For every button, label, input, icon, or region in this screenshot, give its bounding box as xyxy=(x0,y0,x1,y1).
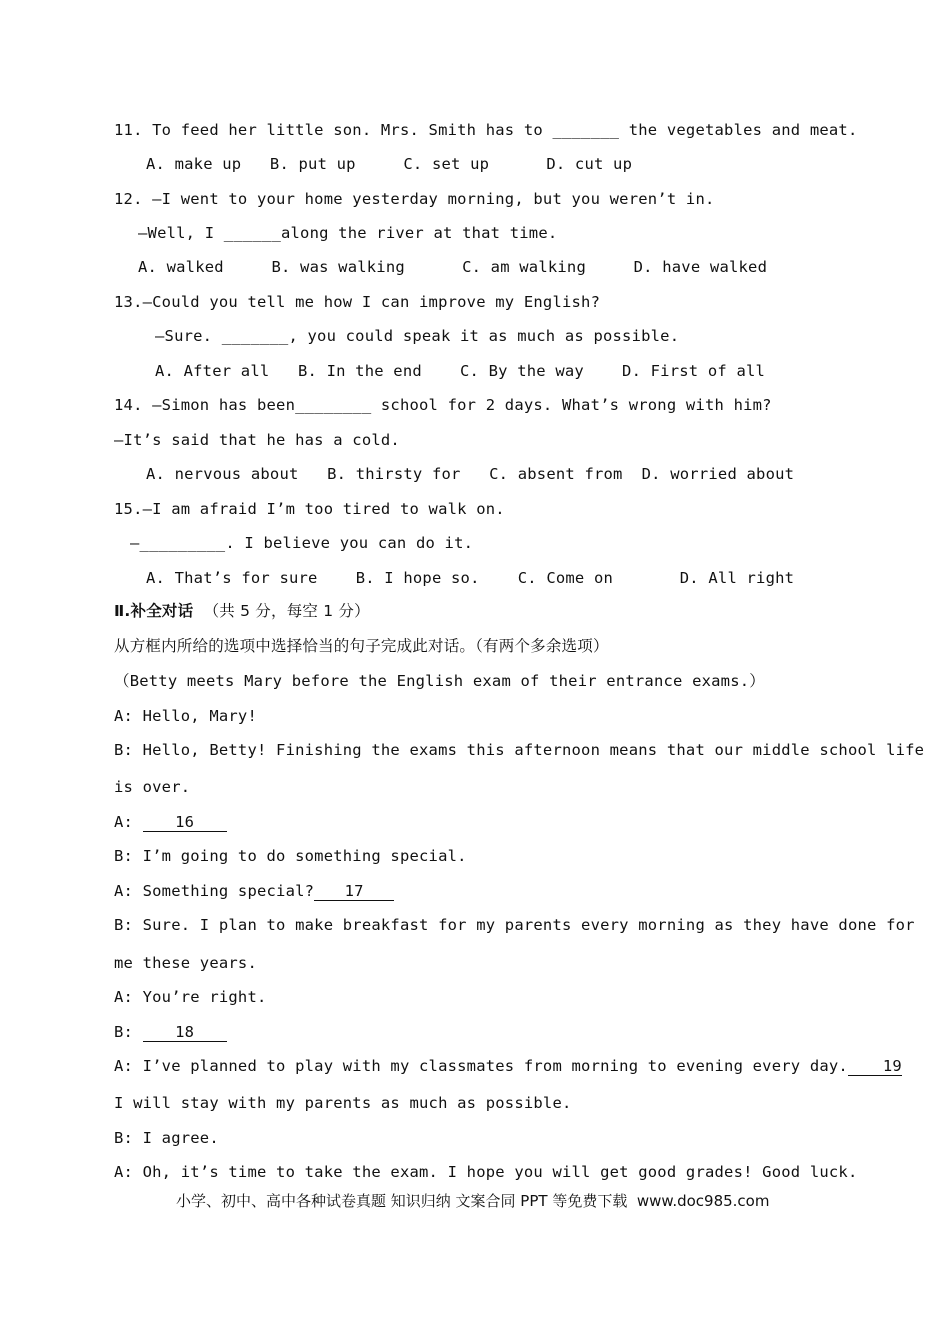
section-2-score: （共 5 分，每空 1 分） xyxy=(203,602,370,620)
dialogue-line-a5-cont: I will stay with my parents as much as possible. xyxy=(114,1094,572,1112)
blank-19: 19 xyxy=(848,1057,902,1076)
dialogue-line-b3-cont: me these years. xyxy=(114,954,257,972)
blank-17: 17 xyxy=(314,882,394,901)
question-11-options: A. make up B. put up C. set up D. cut up xyxy=(146,155,633,173)
question-14-options: A. nervous about B. thirsty for C. absent from D. worried about xyxy=(146,465,795,483)
question-12-line2: —Well, I ______along the river at that time. xyxy=(138,224,558,242)
dialogue-context: （Betty meets Mary before the English exam of their entrance exams.） xyxy=(114,672,765,690)
dialogue-line-b3: B: Sure. I plan to make breakfast for my parents every morning as they have done for xyxy=(114,916,915,934)
dialogue-line-b1-cont: is over. xyxy=(114,778,191,796)
dialogue-line-a5: A: I’ve planned to play with my classmates from morning to evening every day. 19 xyxy=(114,1057,902,1075)
section-2-instruction: 从方框内所给的选项中选择恰当的句子完成此对话。（有两个多余选项） xyxy=(114,637,609,655)
question-13-line2: —Sure. _______, you could speak it as much as possible. xyxy=(155,327,680,345)
dialogue-line-a1: A: Hello, Mary! xyxy=(114,707,257,725)
question-12-line1: 12. —I went to your home yesterday morning, but you weren’t in. xyxy=(114,190,715,208)
question-11-stem: 11. To feed her little son. Mrs. Smith has to _______ the vegetables and meat. xyxy=(114,121,858,139)
dialogue-line-a4: A: You’re right. xyxy=(114,988,267,1006)
page-footer xyxy=(176,1191,769,1211)
question-14-line1: 14. —Simon has been________ school for 2 days. What’s wrong with him? xyxy=(114,396,772,414)
dialogue-line-b4: B: 18 xyxy=(114,1022,227,1042)
dialogue-line-a3: A: Something special? 17 xyxy=(114,881,394,901)
question-15-line1: 15.—I am afraid I’m too tired to walk on. xyxy=(114,500,505,518)
dialogue-line-a2: A: 16 xyxy=(114,812,227,832)
dialogue-line-a6: A: Oh, it’s time to take the exam. I hope you will get good grades! Good luck. xyxy=(114,1163,858,1181)
question-13-line1: 13.—Could you tell me how I can improve my English? xyxy=(114,293,601,311)
question-13-options: A. After all B. In the end C. By the way D. First of all xyxy=(155,362,766,380)
footer-text: 小学、初中、高中各种试卷真题 知识归纳 文案合同 PPT 等免费下载 xyxy=(176,1192,628,1210)
dialogue-line-b5: B: I agree. xyxy=(114,1129,219,1147)
question-14-line2: —It’s said that he has a cold. xyxy=(114,431,400,449)
question-15-options: A. That’s for sure B. I hope so. C. Come on D. All right xyxy=(146,569,795,587)
question-12-options: A. walked B. was walking C. am walking D. have walked xyxy=(138,258,768,276)
blank-16: 16 xyxy=(143,813,227,832)
section-2-heading xyxy=(114,601,370,621)
blank-18: 18 xyxy=(143,1023,227,1042)
question-15-line2: —_________. I believe you can do it. xyxy=(130,534,474,552)
section-2-title: Ⅱ.补全对话 xyxy=(114,602,194,620)
dialogue-line-b2: B: I’m going to do something special. xyxy=(114,847,467,865)
dialogue-line-b1: B: Hello, Betty! Finishing the exams this afternoon means that our middle school life xyxy=(114,741,925,759)
footer-link[interactable]: www.doc985.com xyxy=(636,1192,770,1210)
